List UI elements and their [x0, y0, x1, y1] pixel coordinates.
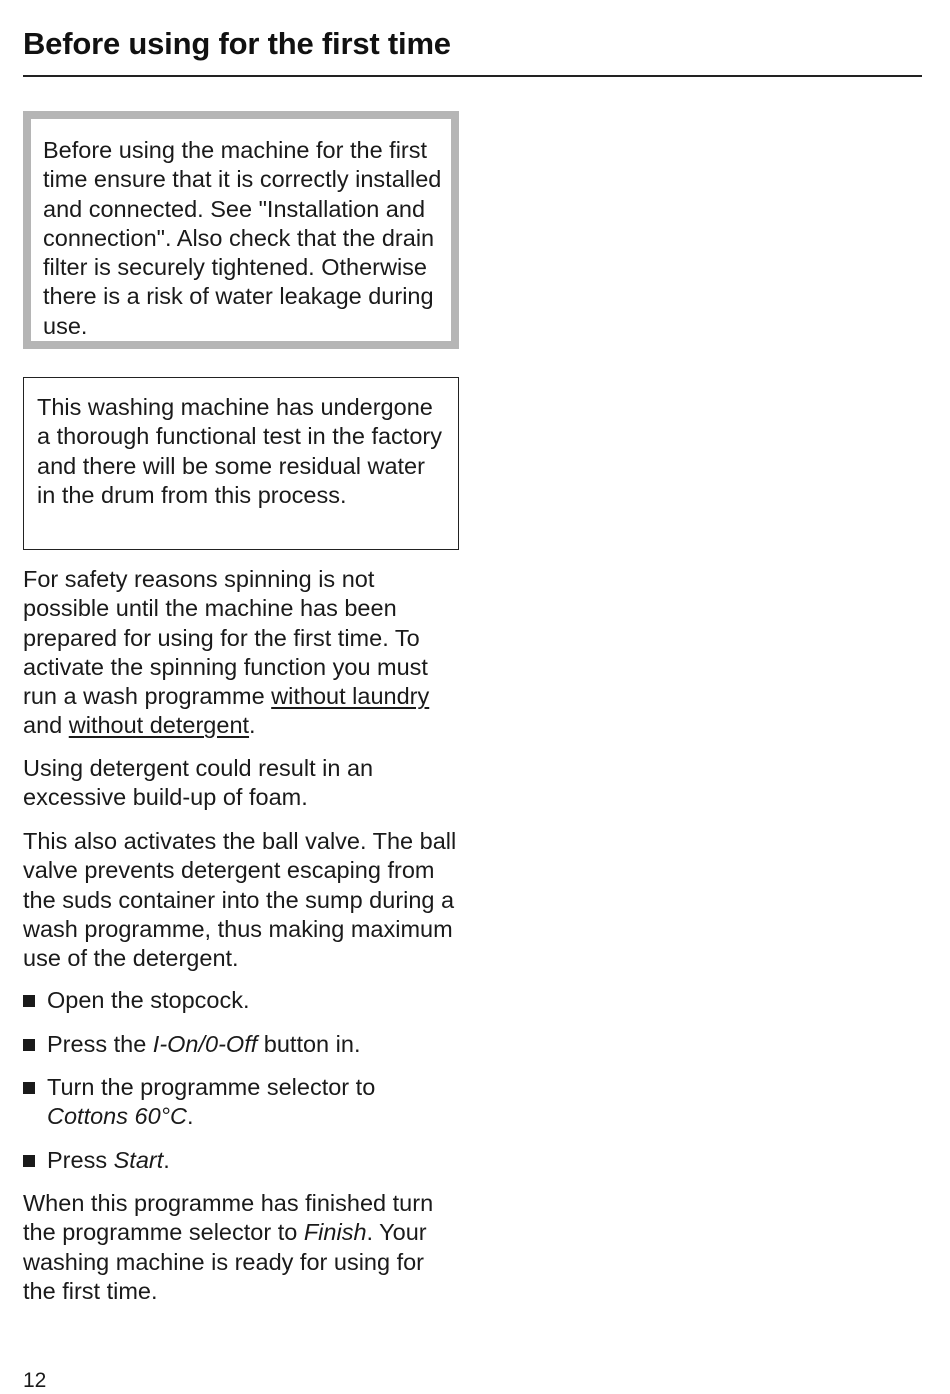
closing-paragraph: [23, 1189, 459, 1306]
warning-box: [23, 111, 459, 349]
step-text: Press the: [47, 1031, 153, 1057]
safety-mid-text: and: [23, 712, 69, 739]
step-text: Open the stopcock.: [47, 987, 250, 1013]
closing-suffix: . Your washing machine is ready for using for the first time.: [23, 1219, 427, 1304]
step-text: Press: [47, 1147, 114, 1173]
without-detergent-underlined: without detergent: [68, 712, 250, 739]
step-item: [23, 1073, 459, 1132]
note-box: [23, 377, 459, 550]
page-title: Before using for the first time: [23, 26, 451, 61]
safety-end-text: .: [249, 712, 256, 739]
square-bullet-icon: [23, 1155, 35, 1167]
safety-paragraph: [23, 565, 459, 741]
closing-emphasis: Finish: [303, 1219, 367, 1246]
step-suffix: .: [163, 1147, 170, 1173]
ball-valve-paragraph: This also activates the ball valve. The ball valve prevents detergent escaping from the suds container into the sump during a wash programme, thus making maximum use of the detergent.: [23, 828, 457, 972]
step-suffix: button in.: [257, 1031, 361, 1057]
step-emphasis: Start: [113, 1147, 164, 1173]
safety-text: For safety reasons spinning is not possible until the machine has been prepared for using for the first time. To activate the spinning function you must run a wash programme: [23, 566, 428, 710]
title-divider: [23, 75, 922, 77]
square-bullet-icon: [23, 995, 35, 1007]
step-text: Turn the programme selector to: [47, 1074, 376, 1100]
step-item: [23, 986, 459, 1015]
step-emphasis: Cottons 60°C: [47, 1103, 188, 1130]
page-number: 12: [23, 1369, 47, 1392]
closing-text: When this programme has finished turn the programme selector to: [23, 1190, 434, 1246]
square-bullet-icon: [23, 1082, 35, 1094]
warning-text: Before using the machine for the first time ensure that it is correctly installed and connected. See "Installation and connection". Also check that the drain filter is securely tightened. Otherwise there is a risk of water leakage during use.: [43, 137, 442, 339]
step-item: [23, 1030, 459, 1059]
square-bullet-icon: [23, 1039, 35, 1051]
foam-paragraph: Using detergent could result in an excessive build-up of foam.: [23, 755, 374, 811]
step-suffix: .: [187, 1103, 194, 1130]
step-emphasis: I-On/0-Off: [152, 1031, 258, 1057]
without-laundry-underlined: without laundry: [271, 683, 430, 710]
note-text: This washing machine has undergone a thorough functional test in the factory and there will be some residual water in the drum from this process.: [37, 394, 442, 508]
step-item: [23, 1146, 459, 1175]
